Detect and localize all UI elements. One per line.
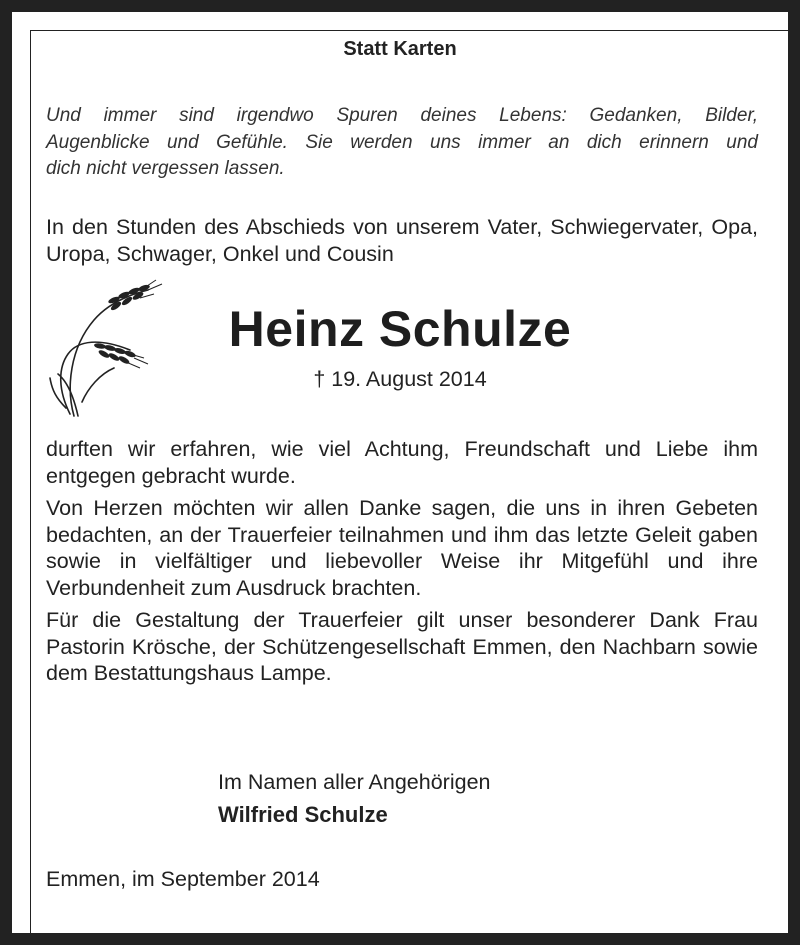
signature-intro: Im Namen aller Angehörigen [218,770,491,794]
motto-line: Und immer sind irgendwo Spuren deines Lebens: Gedanken, Bilder, [46,105,758,126]
main-text [46,436,758,687]
intro-text-block [46,214,758,267]
motto-verse [46,103,758,183]
notice-heading: Statt Karten [343,38,457,60]
death-date: † 19. August 2014 [313,367,487,391]
paragraph-respect: durften wir erfahren, wie viel Achtung, Freundschaft und Liebe ihm entgegen gebracht wurde. [46,437,758,488]
deceased-name: Heinz Schulze [228,301,572,357]
intro-text: In den Stunden des Abschieds von unserem Vater, Schwiegervater, Opa, Uropa, Schwager, Onkel und Cousin [46,215,758,266]
motto-line: Augenblicke und Gefühle. Sie werden uns immer an dich erinnern und [46,131,758,153]
place-and-date: Emmen, im September 2014 [46,867,320,891]
signature-name: Wilfried Schulze [218,802,388,827]
motto-line: dich nicht vergessen lassen. [46,158,285,179]
paragraph-special-thanks: Für die Gestaltung der Trauerfeier gilt unser besonderer Dank Frau Pastorin Krösche, der Schützengesellschaft Emmen, den Nachbarn sowie dem Bestattungshaus Lampe. [46,608,758,685]
paragraph-thanks: Von Herzen möchten wir allen Danke sagen, die uns in ihren Gebeten bedachten, an der Trauerfeier teilnahmen und ihm das letzte Geleit gaben sowie in vielfältiger und liebevoller Weise ihr Mitgefühl und ihre Verbundenheit zum Ausdruck brachten. [46,496,758,600]
